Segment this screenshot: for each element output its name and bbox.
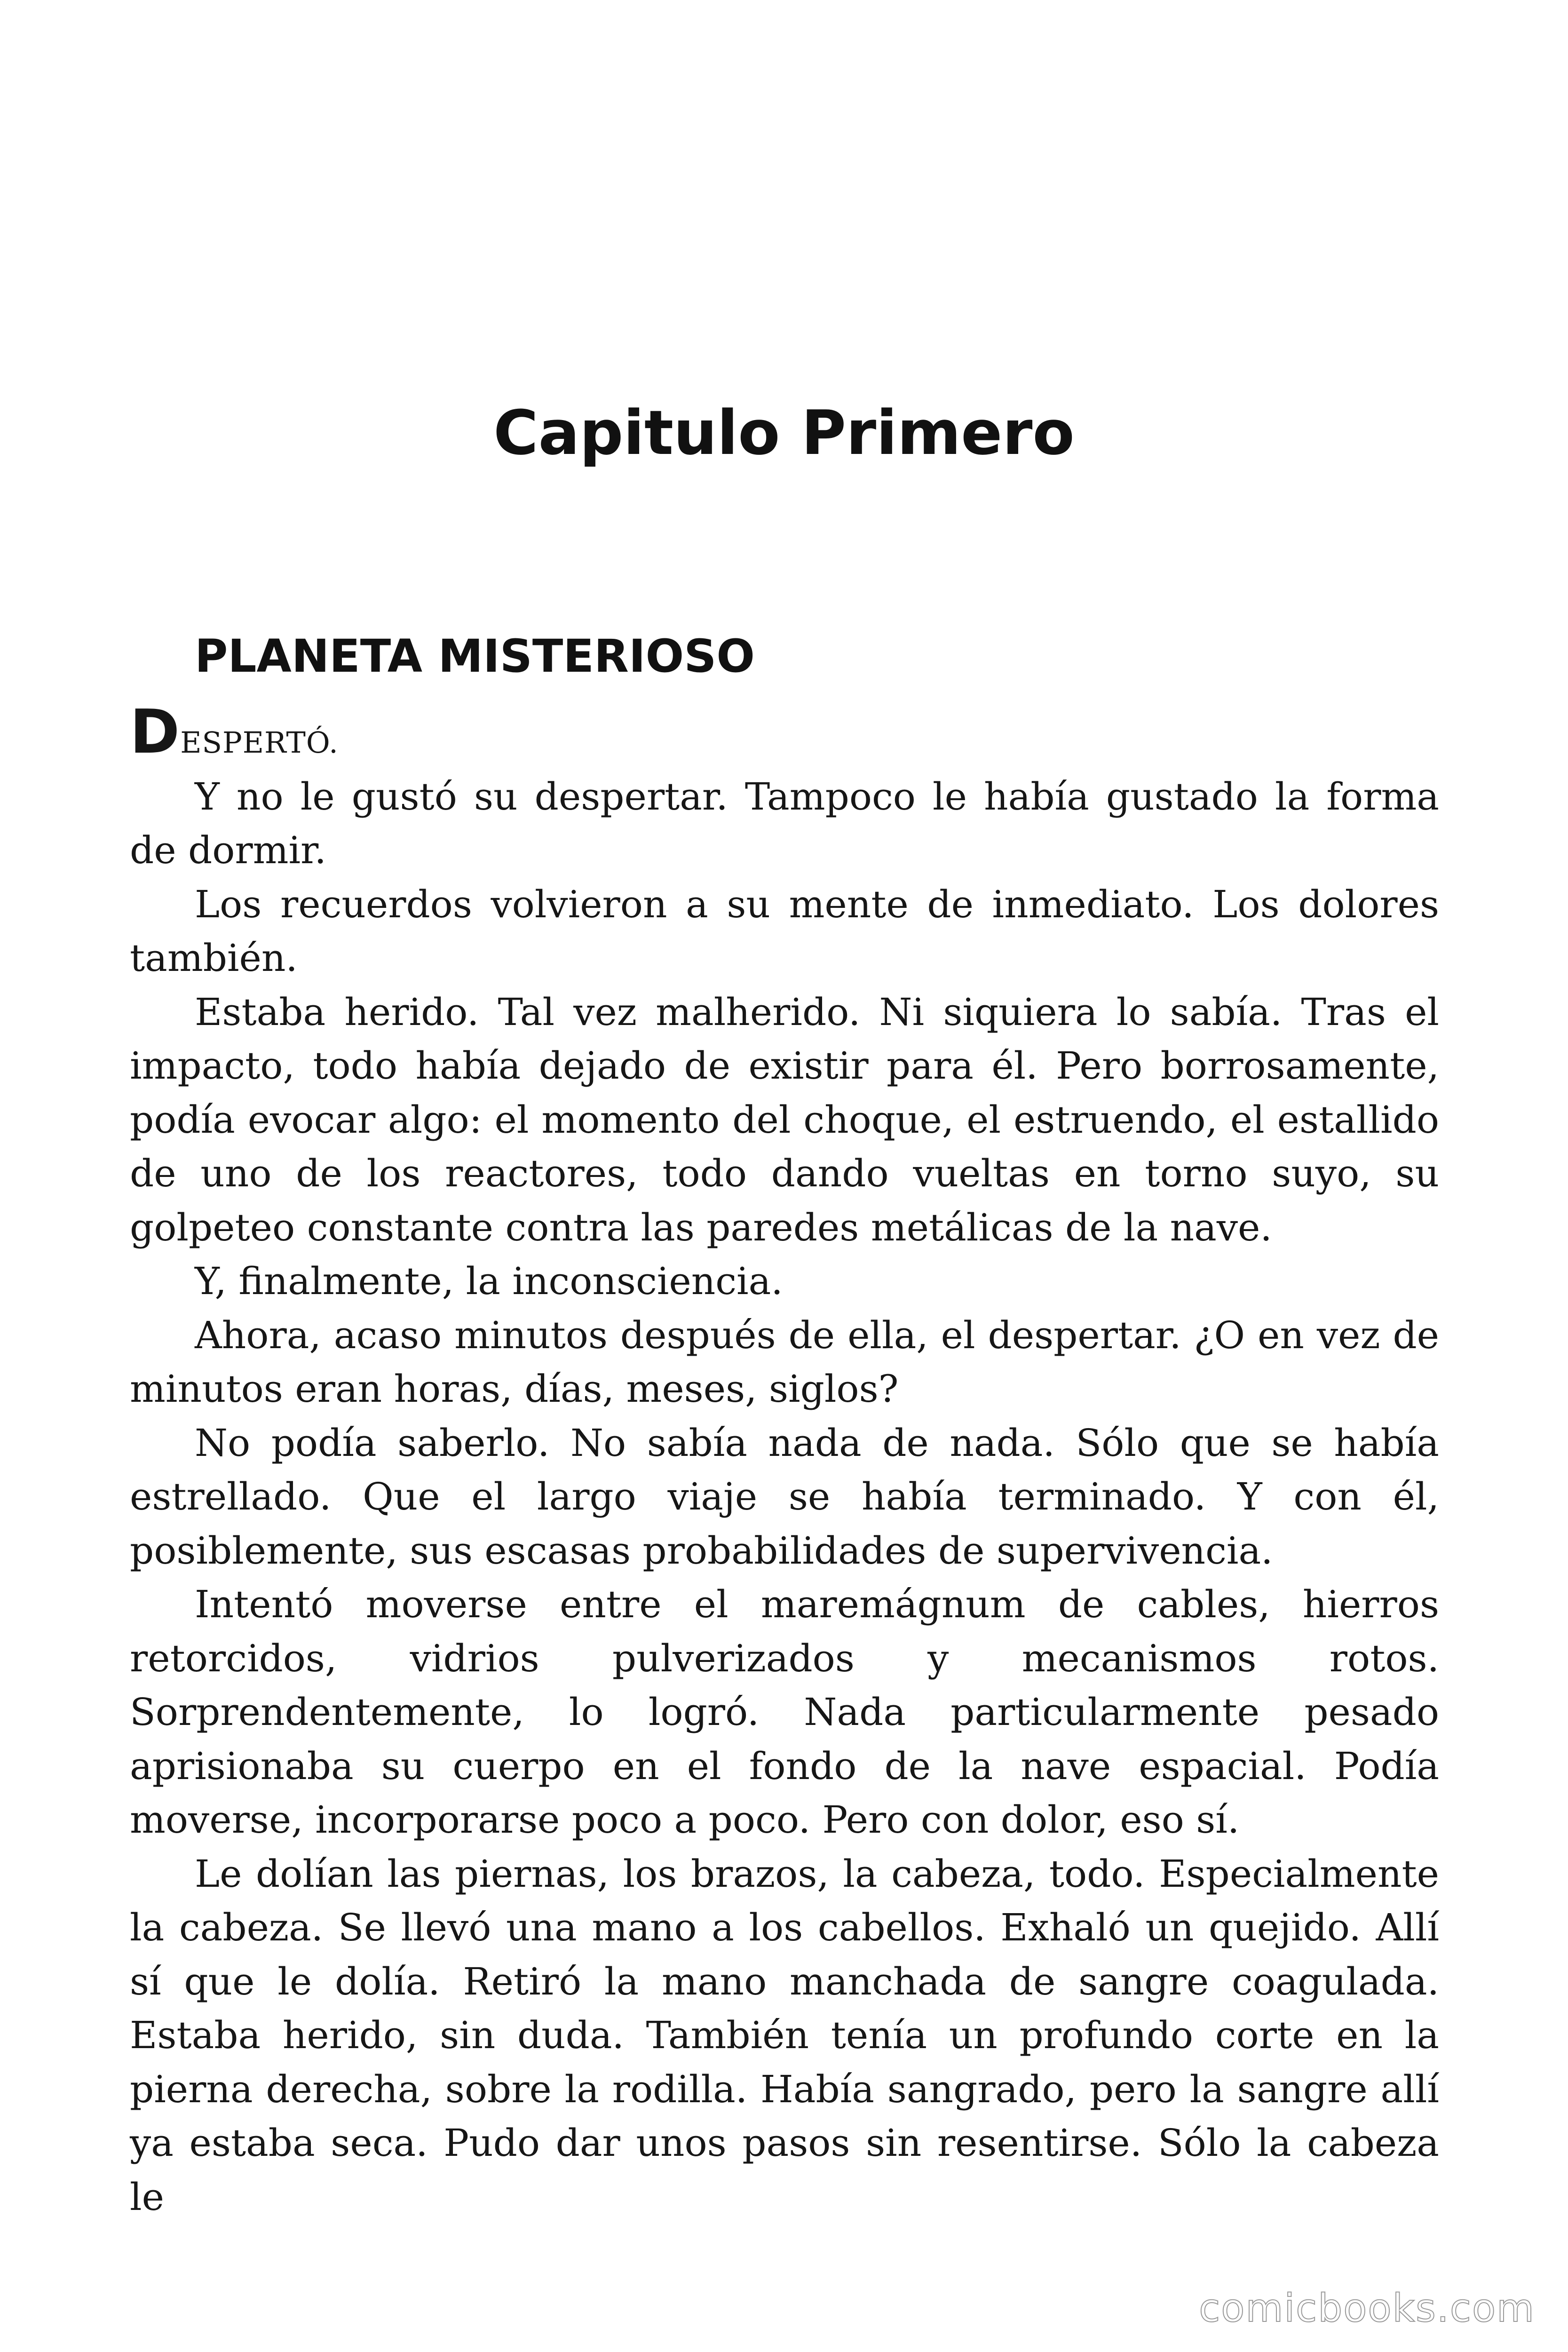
paragraph: Los recuerdos volvieron a su mente de inmediato. Los dolores también. <box>130 882 1439 980</box>
paragraph: Le dolían las piernas, los brazos, la cabeza, todo. Especialmente la cabeza. Se llevó una mano a los cabellos. Exhaló un quejido. Allí sí que le dolía. Retiró la mano manchada de sangre coagulada. Estaba herido, sin duda. También tenía un profundo corte en la pierna derecha, sobre la rodilla. Había sangrado, pero la sangre allí ya estaba seca. Pudo dar unos pasos sin resentirse. Sólo la cabeza le <box>130 1851 1439 2219</box>
drop-cap: D <box>130 697 181 767</box>
paragraph: No podía saberlo. No sabía nada de nada. Sólo que se había estrellado. Que el largo viaje se había terminado. Y con él, posiblemente, sus escasas probabilidades de supervivencia. <box>130 1421 1439 1573</box>
paragraph: Intentó moverse entre el maremágnum de cables, hierros retorcidos, vidrios pulverizados y mecanismos rotos. Sorprendentemente, lo logró. Nada particularmente pesado aprisionaba su cuerpo en el fondo de la nave espacial. Podía moverse, incorporarse poco a poco. Pero con dolor, eso sí. <box>130 1582 1439 1842</box>
chapter-title: Capitulo Primero <box>493 397 1075 469</box>
chapter-body <box>130 697 1439 2224</box>
paragraph: Estaba herido. Tal vez malherido. Ni siquiera lo sabía. Tras el impacto, todo había dejado de existir para él. Pero borrosamente, podía evocar algo: el momento del choque, el estruendo, el estallido de uno de los reactores, todo dando vueltas en torno suyo, su golpeteo constante contra las paredes metálicas de la nave. <box>130 990 1439 1249</box>
opening-word: ESPERTÓ. <box>180 725 339 760</box>
section-title: PLANETA MISTERIOSO <box>195 630 755 683</box>
paragraph: Y, finalmente, la inconsciencia. <box>195 1259 783 1303</box>
opening-line <box>130 697 1439 770</box>
paragraph: Ahora, acaso minutos después de ella, el despertar. ¿O en vez de minutos eran horas, días, meses, siglos? <box>130 1313 1439 1411</box>
watermark: comicbooks.com <box>1199 2286 1535 2331</box>
paragraph: Y no le gustó su despertar. Tampoco le había gustado la forma de dormir. <box>130 774 1439 872</box>
